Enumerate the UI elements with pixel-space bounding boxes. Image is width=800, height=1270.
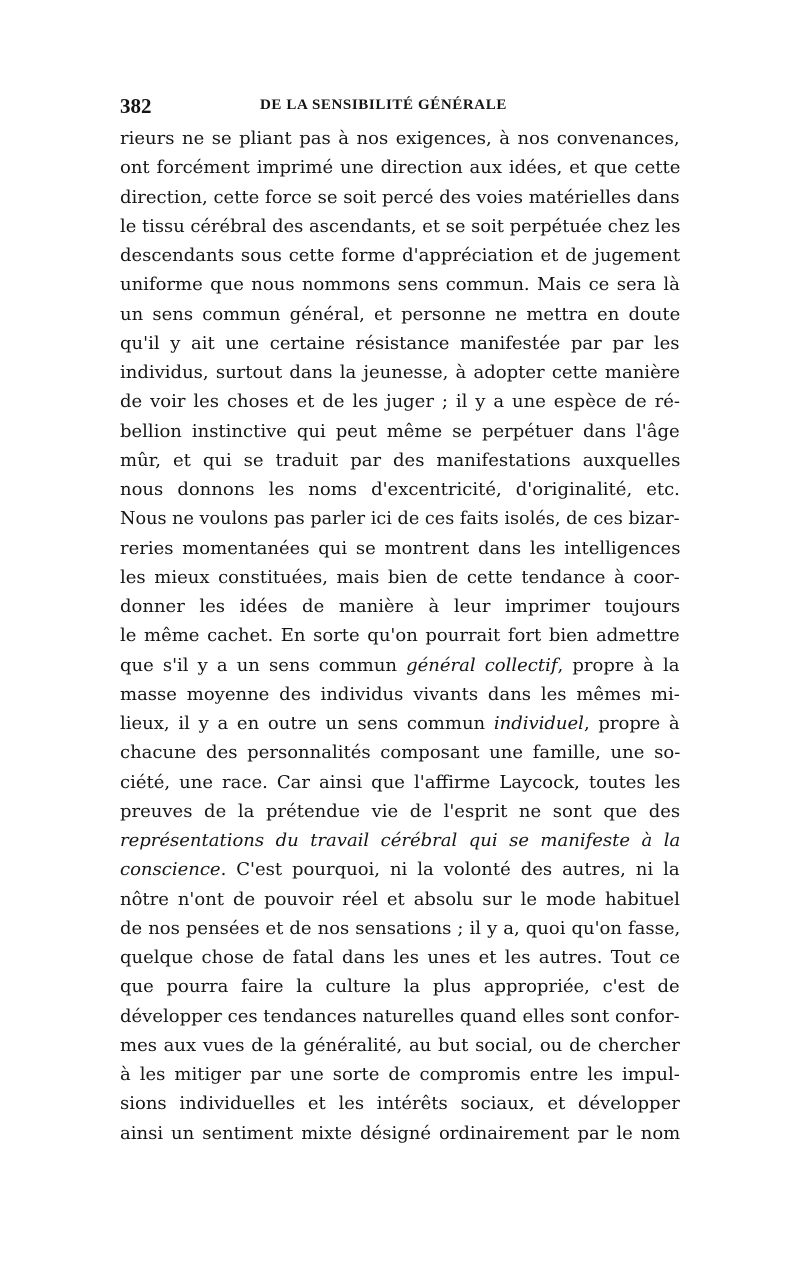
text-segment: ciété, une race. Car ainsi que l'affirme Laycock, toutes les [120, 771, 681, 793]
text-segment: reries momentanées qui se montrent dans les intelligences [120, 537, 681, 559]
page-number: 382 [120, 94, 152, 118]
text-segment: nôtre n'ont de pouvoir réel et absolu sur le mode habituel [120, 888, 680, 910]
text-segment: direction, cette force se soit percé des voies matérielles dans [120, 186, 680, 208]
text-segment: . C'est pourquoi, ni la volonté des autres, ni la [220, 859, 680, 881]
italic-text: représentations du travail cérébral qui se manifeste à la [120, 830, 681, 851]
text-segment: descendants sous cette forme d'appréciation et de jugement [120, 245, 681, 266]
text-segment: sions individuelles et les intérêts sociaux, et développer [120, 1093, 680, 1115]
body-text [120, 124, 680, 1148]
text-segment: Nous ne voulons pas parler ici de ces faits isolés, de ces bizar- [120, 508, 680, 530]
italic-text: conscience [120, 859, 221, 881]
text-line [120, 885, 680, 914]
text-segment: chacune des personnalités composant une famille, une so- [120, 742, 681, 764]
text-line [120, 358, 680, 387]
text-segment: de nos pensées et de nos sensations ; il y a, quoi qu'on fasse, [120, 917, 681, 939]
text-segment: uniforme que nous nommons sens commun. Mais ce sera là [120, 274, 680, 296]
text-line [120, 826, 680, 855]
text-line [120, 329, 680, 358]
text-line [120, 1002, 680, 1031]
text-line [120, 534, 680, 563]
text-segment: de voir les choses et de les juger ; il y a une espèce de ré- [120, 391, 680, 413]
text-segment: ainsi un sentiment mixte désigné ordinairement par le nom [120, 1122, 681, 1144]
text-line [120, 300, 680, 329]
text-segment: que pourra faire la culture la plus appropriée, c'est de [120, 976, 680, 998]
text-line [120, 1119, 680, 1148]
text-line [120, 797, 680, 826]
text-segment: développer ces tendances naturelles quand elles sont confor- [120, 1005, 680, 1027]
text-segment: bellion instinctive qui peut même se perpétuer dans l'âge [120, 420, 680, 442]
text-segment: à les mitiger par une sorte de compromis entre les impul- [120, 1064, 680, 1085]
text-line [120, 475, 680, 504]
text-line [120, 709, 680, 738]
text-line [120, 1060, 680, 1089]
text-segment: , propre à [583, 713, 680, 734]
text-line [120, 621, 680, 650]
text-segment: les mieux constituées, mais bien de cette tendance à coor- [120, 566, 680, 588]
text-segment: quelque chose de fatal dans les unes et les autres. Tout ce [120, 947, 681, 968]
text-line [120, 183, 680, 212]
text-line [120, 651, 680, 680]
text-line [120, 768, 680, 797]
text-line [120, 972, 680, 1001]
text-line [120, 592, 680, 621]
page-header [120, 94, 680, 118]
text-line [120, 914, 680, 943]
text-segment: le même cachet. En sorte qu'on pourrait fort bien admettre [120, 625, 680, 647]
text-segment: individus, surtout dans la jeunesse, à adopter cette manière [120, 362, 680, 383]
running-head: DE LA SENSIBILITÉ GÉNÉRALE [260, 97, 507, 113]
italic-text: individuel [493, 713, 584, 734]
text-segment: , propre à la [557, 654, 680, 676]
text-segment: donner les idées de manière à leur imprimer toujours [120, 596, 681, 617]
text-line [120, 124, 680, 153]
text-line [120, 738, 680, 767]
text-line [120, 1089, 680, 1118]
text-line [120, 417, 680, 446]
text-line [120, 212, 680, 241]
text-segment: masse moyenne des individus vivants dans les mêmes mi- [120, 683, 680, 705]
text-line [120, 270, 680, 299]
text-line [120, 855, 680, 884]
text-segment: que s'il y a un sens commun [120, 654, 407, 676]
text-segment: nous donnons les noms d'excentricité, d'originalité, etc. [120, 479, 680, 500]
text-segment: mûr, et qui se traduit par des manifestations auxquelles [120, 449, 681, 471]
text-line [120, 153, 680, 182]
text-line [120, 504, 680, 533]
text-segment: rieurs ne se pliant pas à nos exigences, à nos convenances, [120, 128, 680, 149]
text-segment: ont forcément imprimé une direction aux idées, et que cette [120, 157, 681, 179]
text-line [120, 241, 680, 270]
text-line [120, 680, 680, 709]
italic-text: général collectif [406, 654, 558, 676]
text-line [120, 446, 680, 475]
text-segment: un sens commun général, et personne ne mettra en doute [120, 303, 681, 325]
text-segment: mes aux vues de la généralité, au but social, ou de chercher [120, 1034, 680, 1056]
text-segment: lieux, il y a en outre un sens commun [120, 713, 494, 734]
text-segment: qu'il y ait une certaine résistance manifestée par par les [120, 332, 680, 354]
text-line [120, 943, 680, 972]
text-line [120, 1031, 680, 1060]
text-segment: preuves de la prétendue vie de l'esprit ne sont que des [120, 800, 681, 822]
text-segment: le tissu cérébral des ascendants, et se soit perpétuée chez les [120, 215, 681, 237]
text-line [120, 387, 680, 416]
text-line [120, 563, 680, 592]
